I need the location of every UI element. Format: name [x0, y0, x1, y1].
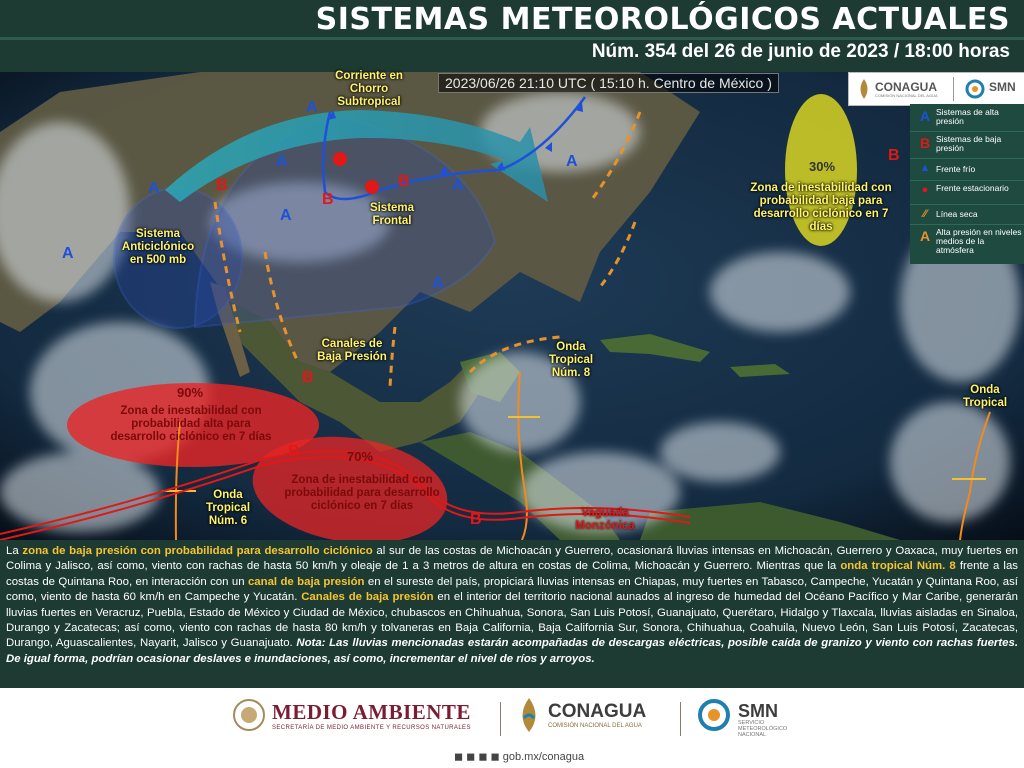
atlantic-probability-label: 30%: [808, 159, 836, 174]
social-links[interactable]: [454, 750, 584, 763]
tropical-wave-east-label: Onda Tropical: [962, 384, 1008, 409]
header-divider: [0, 37, 1024, 40]
high-pressure-marker: A: [276, 153, 288, 170]
medio-ambiente-logo: MEDIO AMBIENTE: [272, 700, 471, 724]
bulletin-panel: [0, 540, 1024, 688]
dry-line-legend-icon: ⁄⁄: [923, 208, 927, 220]
cold-front-legend-icon: ▲: [919, 162, 931, 174]
footer-logos: [0, 688, 1024, 768]
smn-subtitle: SERVICIO METEOROLÓGICO NACIONAL: [738, 720, 788, 738]
bulletin-segment: frente a las costas de Quintana Roo, en interacción con un: [6, 560, 1018, 588]
satellite-timestamp: 2023/06/26 21:10 UTC ( 15:10 h. Centro de México ): [438, 73, 779, 93]
bulletin-highlight: canal de baja presión: [247, 575, 365, 588]
stationary-front-bump: [365, 180, 379, 194]
legend-divider: [910, 158, 1024, 159]
legend-label: Frente frío: [936, 164, 976, 174]
frontal-system-label: Sistema Frontal: [369, 202, 415, 227]
website-link[interactable]: gob.mx/conagua: [502, 751, 585, 763]
high-pressure-marker: A: [566, 153, 578, 170]
low-pressure-marker: B: [398, 173, 410, 190]
conagua-logo-subtext: COMISIÓN NACIONAL DEL AGUA: [875, 93, 938, 98]
footer-divider: [680, 702, 681, 736]
mexico-seal-icon: [232, 698, 266, 732]
bulletin-segment: en el sureste del país, propiciará lluvias intensas en Chiapas, muy fuertes en Tabasco, Campeche, Yucatán y Quintana Roo, así como, viento de hasta 60 km/h en Campeche y Yucatán.: [6, 575, 1018, 604]
low-pressure-legend-icon: B: [919, 135, 931, 151]
pacific-90-zone-label: Zona de inestabilidad con probabilidad alta para desarrollo ciclónico en 7 días: [110, 405, 272, 443]
pacific-90-probability-label: 90%: [176, 385, 204, 400]
bulletin-note: Nota: Las lluvias mencionadas estarán acompañadas de descargas eléctricas, posible caída de granizo y viento con rachas fuertes. De igual forma, podrían ocasionar deslaves e inundaciones, así como, incrementar el nivel de ríos y arroyos.: [6, 637, 1018, 665]
pacific-70-probability-label: 70%: [346, 449, 374, 464]
legend-label: Frente estacionario: [936, 183, 1009, 193]
high-pressure-marker: A: [148, 180, 160, 197]
footer-divider: [500, 702, 501, 736]
smn-logo-text: SMN: [989, 80, 1016, 94]
high-pressure-marker: A: [432, 275, 444, 292]
medio-ambiente-subtitle: SECRETARÍA DE MEDIO AMBIENTE Y RECURSOS NATURALES: [272, 725, 471, 731]
conagua-drop-icon: [516, 698, 542, 732]
legend-label: Sistemas de alta presión: [936, 107, 999, 126]
legend-label: Alta presión en niveles medios de la atmósfera: [936, 227, 1022, 255]
conagua-logo-text: CONAGUA: [875, 80, 937, 94]
bulletin-highlight: onda tropical Núm. 8: [840, 560, 956, 573]
legend-divider: [910, 224, 1024, 225]
stationary-front-bump: [333, 152, 347, 166]
header-bar: [0, 0, 1024, 72]
legend-divider: [910, 204, 1024, 205]
low-pressure-marker: B: [216, 177, 228, 194]
smn-swirl-icon: [696, 698, 732, 732]
high-pressure-legend-icon: A: [919, 108, 931, 124]
bulletin-text: [6, 544, 1018, 667]
low-pressure-marker: B: [302, 369, 314, 386]
logo-divider: [953, 77, 954, 101]
smn-swirl-icon: [965, 79, 985, 99]
smn-logo: SMN: [738, 701, 778, 721]
conagua-logo: CONAGUA: [548, 701, 647, 722]
low-pressure-marker: B: [470, 511, 482, 528]
jet-stream-label: Corriente en Chorro Subtropical: [335, 70, 403, 108]
mid-level-high-legend-icon: A: [919, 228, 931, 244]
low-pressure-channels-label: Canales de Baja Presión: [317, 338, 387, 363]
legend-divider: [910, 180, 1024, 181]
bulletin-highlight: zona de baja presión con probabilidad para desarrollo ciclónico: [22, 545, 373, 557]
low-pressure-marker: B: [288, 443, 300, 460]
high-pressure-marker: A: [280, 207, 292, 224]
map-graphics: [0, 72, 1024, 540]
legend-divider: [910, 131, 1024, 132]
low-pressure-marker: B: [888, 147, 900, 164]
monsoon-trough-label: Vaguada Monzónica: [575, 507, 635, 532]
satellite-map: [0, 72, 1024, 540]
low-pressure-marker: B: [322, 191, 334, 208]
bulletin-segment: La: [6, 545, 23, 557]
anticyclone-label: Sistema Anticiclónico en 500 mb: [121, 228, 195, 266]
high-pressure-marker: A: [306, 99, 318, 116]
atlantic-zone-label: Zona de inestabilidad con probabilidad baja para desarrollo ciclónico en 7 días: [750, 182, 892, 233]
bulletin-segment: en el interior del territorio nacional aunados al ingreso de humedad del Océano Pacífico y Mar Caribe, generarán lluvias fuertes en Veracruz, Puebla, Estado de México y Ciudad de México, chubascos en Chihuahua, Sonora, San Luis Potosí, Guanajuato, Querétaro, Hidalgo y Tlaxcala, lluvias aisladas en Sinaloa, Durango y Zacatecas; así como, viento con rachas de hasta 80 km/h y tolvaneras en Baja California, Baja California Sur, Sonora, Chihuahua, Coahuila, Nuevo León, San Luis Potosí, Zacatecas, Durango, Aguascalientes, Nayarit, Jalisco y Guanajuato.: [6, 591, 1018, 650]
high-pressure-marker: A: [452, 177, 464, 194]
pacific-70-zone-label: Zona de inestabilidad con probabilidad para desarrollo ciclónico en 7 días: [284, 474, 440, 512]
bulletin-number-date: Núm. 354 del 26 de junio de 2023 / 18:00 horas: [591, 41, 1010, 62]
stationary-front-legend-icon: ●: [921, 184, 929, 196]
bulletin-segment: al sur de las costas de Michoacán y Guerrero, ocasionará lluvias intensas en Michoacán, Guerrero y Oaxaca, muy fuertes en Colima y Jalisco, así como, viento con rachas de hasta 50 km/h y oleaje de 1 a 3 metros de altura en costas de Colima, Michoacán y Guerrero. Mientras que la: [6, 545, 1018, 573]
legend-label: Línea seca: [936, 209, 978, 219]
conagua-subtitle: COMISIÓN NACIONAL DEL AGUA: [548, 723, 642, 729]
page-title: SISTEMAS METEOROLÓGICOS ACTUALES: [315, 2, 1010, 37]
top-logo-box: [848, 72, 1024, 106]
high-pressure-marker: A: [62, 245, 74, 262]
legend-label: Sistemas de baja presión: [936, 134, 1002, 153]
social-icons[interactable]: ◼ ◼ ◼ ◼: [454, 751, 503, 763]
map-legend: [910, 104, 1024, 264]
tropical-wave-6-label: Onda Tropical Núm. 6: [205, 489, 251, 527]
tropical-wave-8-label: Onda Tropical Núm. 8: [548, 341, 594, 379]
bulletin-highlight: Canales de baja presión: [301, 591, 434, 604]
conagua-drop-icon: [857, 79, 871, 99]
